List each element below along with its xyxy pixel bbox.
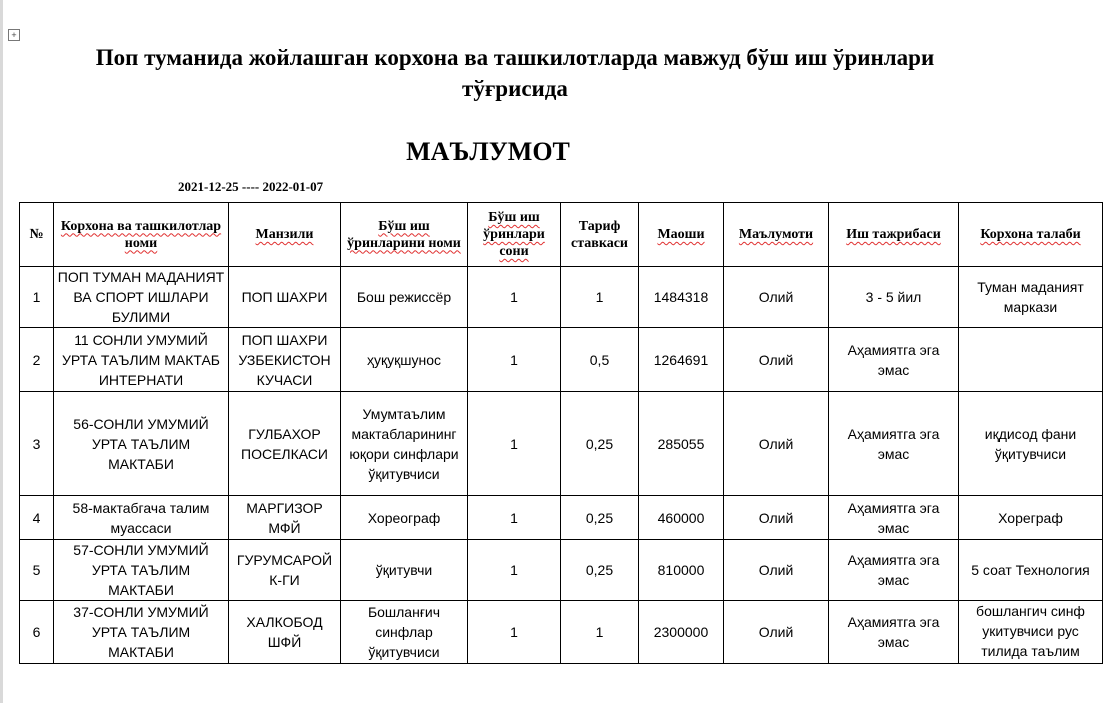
cell-number[interactable]: 3	[20, 392, 54, 496]
cell-vacancy-name[interactable]: Бош режиссёр	[341, 267, 468, 328]
cell-tariff-rate[interactable]: 0,5	[561, 328, 639, 392]
cell-address[interactable]: ГУЛБАХОР ПОСЕЛКАСИ	[229, 392, 341, 496]
cell-vacancy-name[interactable]: ҳуқуқшунос	[341, 328, 468, 392]
table-row	[20, 540, 1103, 601]
cell-salary[interactable]: 460000	[639, 496, 724, 540]
header-vacancy-name	[341, 203, 468, 267]
cell-education[interactable]: Олий	[724, 601, 829, 664]
cell-vacancy-name[interactable]: ўқитувчи	[341, 540, 468, 601]
cell-organization[interactable]: ПОП ТУМАН МАДАНИЯТ ВА СПОРТ ИШЛАРИ БУЛИМИ	[54, 267, 229, 328]
cell-requirement[interactable]: бошлангич синф укитувчиси рус тилида таълим	[959, 601, 1103, 664]
cell-experience[interactable]: Аҳамиятга эга эмас	[829, 496, 959, 540]
cell-number[interactable]: 2	[20, 328, 54, 392]
header-address	[229, 203, 341, 267]
header-label: Тариф ставкаси	[571, 218, 628, 251]
cell-tariff-rate[interactable]: 0,25	[561, 540, 639, 601]
header-education	[724, 203, 829, 267]
cell-organization[interactable]: 57-СОНЛИ УМУМИЙ УРТА ТАЪЛИМ МАКТАБИ	[54, 540, 229, 601]
header-label: Корхона талаби	[980, 227, 1081, 242]
cell-education[interactable]: Олий	[724, 267, 829, 328]
header-tariff-rate	[561, 203, 639, 267]
cell-education[interactable]: Олий	[724, 540, 829, 601]
cell-tariff-rate[interactable]: 1	[561, 267, 639, 328]
cell-vacancy-count[interactable]: 1	[468, 328, 561, 392]
cell-experience[interactable]: 3 - 5 йил	[829, 267, 959, 328]
cell-salary[interactable]: 810000	[639, 540, 724, 601]
cell-experience[interactable]: Аҳамиятга эга эмас	[829, 601, 959, 664]
cell-address[interactable]: МАРГИЗОР МФЙ	[229, 496, 341, 540]
document-title: Поп туманида жойлашган корхона ва ташкилотларда мавжуд бўш иш ўринлари тўғрисида	[95, 45, 935, 101]
cell-vacancy-name[interactable]: Бошланғич синфлар ўқитувчиси	[341, 601, 468, 664]
header-label: Иш тажрибаси	[846, 227, 941, 242]
header-number	[20, 203, 54, 267]
document-subtitle: МАЪЛУМОТ	[406, 137, 570, 166]
cell-organization[interactable]: 37-СОНЛИ УМУМИЙ УРТА ТАЪЛИМ МАКТАБИ	[54, 601, 229, 664]
cell-requirement[interactable]: Хореграф	[959, 496, 1103, 540]
vacancies-table	[19, 202, 1103, 664]
cell-education[interactable]: Олий	[724, 328, 829, 392]
cell-vacancy-count[interactable]: 1	[468, 601, 561, 664]
cell-organization[interactable]: 58-мактабгача талим муассаси	[54, 496, 229, 540]
date-range: 2021-12-25 ---- 2022-01-07	[178, 179, 324, 194]
cell-number[interactable]: 5	[20, 540, 54, 601]
cell-experience[interactable]: Аҳамиятга эга эмас	[829, 328, 959, 392]
cell-requirement[interactable]	[959, 328, 1103, 392]
cell-vacancy-count[interactable]: 1	[468, 267, 561, 328]
cell-number[interactable]: 4	[20, 496, 54, 540]
cell-vacancy-count[interactable]: 1	[468, 496, 561, 540]
header-label: Маълумоти	[738, 227, 814, 242]
cell-education[interactable]: Олий	[724, 496, 829, 540]
cell-experience[interactable]: Аҳамиятга эга эмас	[829, 392, 959, 496]
cell-tariff-rate[interactable]: 1	[561, 601, 639, 664]
cell-education[interactable]: Олий	[724, 392, 829, 496]
header-experience	[829, 203, 959, 267]
cell-organization[interactable]: 11 СОНЛИ УМУМИЙ УРТА ТАЪЛИМ МАКТАБ ИНТЕРНАТИ	[54, 328, 229, 392]
header-salary	[639, 203, 724, 267]
cell-number[interactable]: 1	[20, 267, 54, 328]
cell-vacancy-name[interactable]: Хореограф	[341, 496, 468, 540]
cell-number[interactable]: 6	[20, 601, 54, 664]
cell-salary[interactable]: 1484318	[639, 267, 724, 328]
header-label: Бўш иш ўринларини номи	[347, 218, 461, 251]
table-move-handle-icon[interactable]: +	[8, 29, 20, 41]
header-label: Бўш иш ўринлари сони	[483, 210, 545, 259]
header-label: Манзили	[255, 227, 314, 242]
cell-requirement[interactable]: 5 соат Технология	[959, 540, 1103, 601]
cell-address[interactable]: ПОП ШАХРИ	[229, 267, 341, 328]
cell-experience[interactable]: Аҳамиятга эга эмас	[829, 540, 959, 601]
table-row	[20, 601, 1103, 664]
header-label: №	[29, 227, 44, 242]
cell-tariff-rate[interactable]: 0,25	[561, 496, 639, 540]
table-row	[20, 392, 1103, 496]
header-vacancy-count	[468, 203, 561, 267]
cell-requirement[interactable]: иқдисод фани ўқитувчиси	[959, 392, 1103, 496]
cell-salary[interactable]: 1264691	[639, 328, 724, 392]
cell-salary[interactable]: 2300000	[639, 601, 724, 664]
cell-vacancy-count[interactable]: 1	[468, 540, 561, 601]
table-row	[20, 496, 1103, 540]
cell-address[interactable]: ПОП ШАХРИ УЗБЕКИСТОН КУЧАСИ	[229, 328, 341, 392]
cell-salary[interactable]: 285055	[639, 392, 724, 496]
cell-organization[interactable]: 56-СОНЛИ УМУМИЙ УРТА ТАЪЛИМ МАКТАБИ	[54, 392, 229, 496]
cell-address[interactable]: ГУРУМСАРОЙ К-ГИ	[229, 540, 341, 601]
header-requirement	[959, 203, 1103, 267]
header-organization	[54, 203, 229, 267]
page-edge	[0, 0, 3, 703]
cell-tariff-rate[interactable]: 0,25	[561, 392, 639, 496]
cell-address[interactable]: ХАЛКОБОД ШФЙ	[229, 601, 341, 664]
table-row	[20, 267, 1103, 328]
cell-requirement[interactable]: Туман маданият маркази	[959, 267, 1103, 328]
header-row	[20, 203, 1103, 267]
header-label: Корхона ва ташкилотлар номи	[60, 218, 222, 251]
table-row	[20, 328, 1103, 392]
cell-vacancy-count[interactable]: 1	[468, 392, 561, 496]
header-label: Маоши	[657, 227, 705, 242]
cell-vacancy-name[interactable]: Умумтаълим мактабларининг юқори синфлари ўқитувчиси	[341, 392, 468, 496]
